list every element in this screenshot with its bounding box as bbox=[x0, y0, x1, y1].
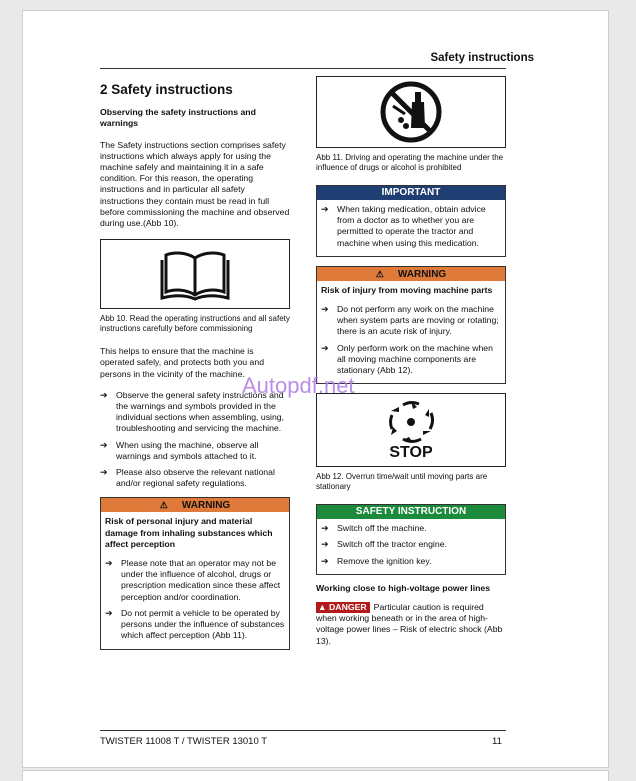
page-number: 11 bbox=[492, 736, 502, 747]
list-item: ➔ When using the machine, observe all warnings and symbols attached to it. bbox=[100, 440, 290, 462]
important-box bbox=[316, 185, 506, 257]
safety-instruction-box bbox=[316, 504, 506, 575]
intro-paragraph: The Safety instructions section comprises safety instructions which always apply for using the machine safely and maintaining it in a safe condition. For this reason, the operating instructions and in particular all safety instructions they contain must be read in full before commissioning the machine and observed during use.(Abb 10). bbox=[100, 139, 290, 229]
footer-model: TWISTER 11008 T / TWISTER 13010 T bbox=[100, 736, 268, 747]
book-icon bbox=[160, 246, 230, 302]
paragraph-2: This helps to ensure that the machine is operated safely, and protects both you and persons in the vicinity of the machine. bbox=[100, 346, 265, 379]
running-header: Safety instructions bbox=[430, 52, 534, 64]
figure-abb11 bbox=[316, 76, 506, 148]
list-item: ➔ Do not perform any work on the machine when system parts are moving or rotating; there is an acute risk of injury. bbox=[321, 304, 501, 338]
next-page-edge bbox=[22, 770, 609, 781]
stop-label: STOP bbox=[389, 444, 433, 462]
important-header: IMPORTANT bbox=[317, 186, 505, 200]
footer-rule bbox=[100, 730, 506, 731]
warning-box-moving-parts bbox=[316, 266, 506, 384]
warning-header: ⚠ WARNING bbox=[101, 498, 289, 512]
warning-box-inhaling bbox=[100, 497, 290, 649]
section-heading: 2 Safety instructions bbox=[100, 82, 233, 97]
list-item: ➔ Please also observe the relevant national and/or regional safety regulations. bbox=[100, 467, 290, 489]
high-voltage-heading: Working close to high-voltage power lines bbox=[316, 582, 491, 593]
figure-abb10 bbox=[100, 239, 290, 309]
general-bullets bbox=[100, 390, 290, 490]
list-item: ➔ Do not permit a vehicle to be operated by persons under the influence of substances which affect perception (Abb 11). bbox=[105, 608, 285, 642]
no-drugs-alcohol-icon bbox=[379, 80, 443, 144]
danger-badge: ▲ DANGER bbox=[316, 602, 370, 613]
list-item: ➔ When taking medication, obtain advice from a doctor as to whether you are permitted to operate the tractor and machine when using this medication. bbox=[321, 204, 501, 249]
figure-abb12 bbox=[316, 393, 506, 467]
list-item: ➔ Please note that an operator may not be under the influence of alcohol, drugs or prescription medication since these affect perception and/or coordination. bbox=[105, 558, 285, 603]
list-item: ➔ Switch off the tractor engine. bbox=[321, 539, 501, 550]
warning-triangle-icon: ⚠ bbox=[159, 500, 168, 511]
warning-title: Risk of injury from moving machine parts bbox=[321, 284, 493, 295]
left-column bbox=[100, 84, 290, 659]
danger-paragraph: ▲ DANGER Particular caution is required when working beneath or in the area of high-voltage power lines – Risk of electric shock (Abb 13). bbox=[316, 602, 503, 646]
subheading: Observing the safety instructions and warnings bbox=[100, 107, 256, 129]
safety-header: SAFETY INSTRUCTION bbox=[317, 505, 505, 519]
list-item: ➔ Switch off the machine. bbox=[321, 523, 501, 534]
warning-triangle-icon: ⚠ bbox=[375, 268, 384, 279]
warning-header: ⚠ WARNING bbox=[317, 267, 505, 281]
watermark: Autopdf.net bbox=[242, 373, 355, 398]
list-item: ➔ Remove the ignition key. bbox=[321, 556, 501, 567]
header-rule bbox=[100, 68, 506, 69]
right-column bbox=[316, 76, 506, 647]
figure-caption-abb12: Abb 12. Overrun time/wait until moving parts are stationary bbox=[316, 472, 488, 492]
list-item: ➔ Observe the general safety instructions and the warnings and symbols provided in the individual sections when assembling, using, troubleshooting and servicing the machine. bbox=[100, 390, 290, 435]
figure-caption-abb10: Abb 10. Read the operating instructions and all safety instructions carefully before commissioning bbox=[100, 314, 290, 334]
warning-title: Risk of personal injury and material damage from inhaling substances which affect perception bbox=[105, 516, 273, 549]
rotating-blade-icon bbox=[383, 399, 439, 445]
list-item: ➔ Only perform work on the machine when all moving machine components are stationary (Abb 12). bbox=[321, 343, 501, 377]
figure-caption-abb11: Abb 11. Driving and operating the machine under the influence of drugs or alcohol is prohibited bbox=[316, 153, 504, 172]
